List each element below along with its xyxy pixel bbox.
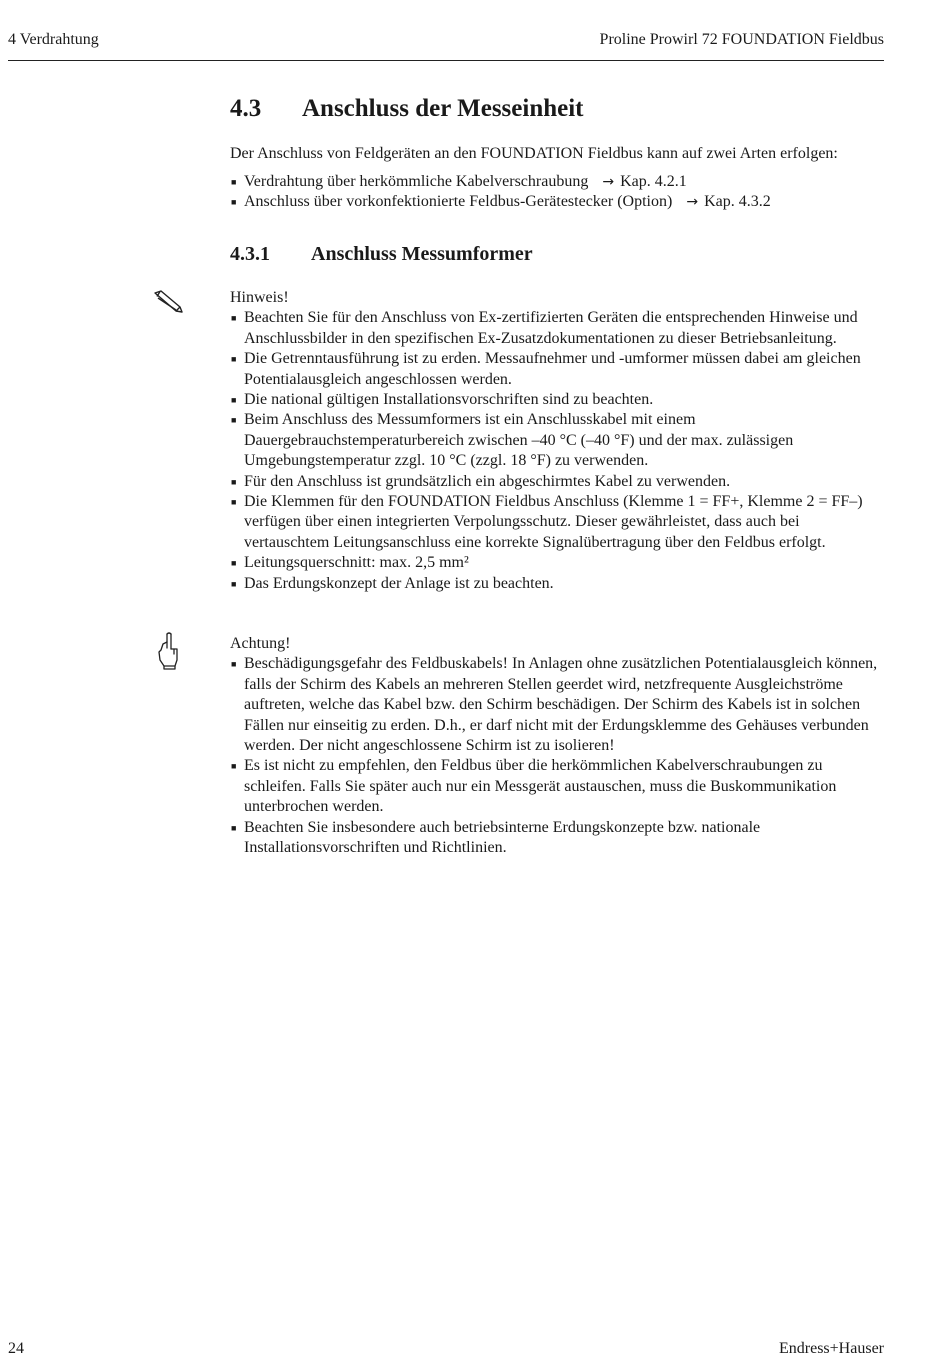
list-item: ■ Verdrahtung über herkömmliche Kabelverschraubung → Kap. 4.2.1 xyxy=(230,172,886,192)
subsection-number: 4.3.1 xyxy=(230,243,270,265)
list-item: ■ Es ist nicht zu empfehlen, den Feldbus über die herkömmlichen Kabelverschraubungen zu schleifen. Falls Sie später auch nur ein Messgerät austauschen, muss die Buskommunikation unterbrochen werden. xyxy=(230,756,886,817)
section-intro: Der Anschluss von Feldgeräten an den FOUNDATION Fieldbus kann auf zwei Arten erfolgen: xyxy=(230,145,838,162)
pencil-note-icon xyxy=(152,289,184,313)
list-item: ■ Beachten Sie für den Anschluss von Ex-zertifizierten Geräten die entsprechenden Hinweise und Anschlussbilder in den spezifischen Ex-Zusatzdokumentationen zu dieser Betriebsanleitung. xyxy=(230,308,886,349)
section-number: 4.3 xyxy=(230,95,262,122)
caution-title: Achtung! xyxy=(230,635,291,652)
pointing-hand-icon xyxy=(155,632,181,670)
list-item: ■ Für den Anschluss ist grundsätzlich ein abgeschirmtes Kabel zu verwenden. xyxy=(230,472,886,492)
page-header xyxy=(8,31,884,53)
section-title: Anschluss der Messeinheit xyxy=(302,95,584,122)
header-divider xyxy=(8,60,884,61)
section-heading xyxy=(230,95,584,123)
arrow-right-icon: → xyxy=(686,194,699,211)
list-item: ■ Die Klemmen für den FOUNDATION Fieldbus Anschluss (Klemme 1 = FF+, Klemme 2 = FF–) verfügen über einen integrierten Verpolungsschutz. Dieser gewährleistet, dass auch bei vertauschtem Leitungsanschluss eine korrekte Signalübertragung über den Feldbus erfolgt. xyxy=(230,492,886,553)
caution-block xyxy=(230,634,886,858)
list-item: ■ Leitungsquerschnitt: max. 2,5 mm² xyxy=(230,553,886,573)
list-item: ■ Das Erdungskonzept der Anlage ist zu beachten. xyxy=(230,574,886,594)
subsection-title: Anschluss Messumformer xyxy=(311,243,533,265)
note-block xyxy=(230,288,886,594)
page-number: 24 xyxy=(8,1340,24,1357)
list-item: ■ Die national gültigen Installationsvorschriften sind zu beachten. xyxy=(230,390,886,410)
list-item: ■ Anschluss über vorkonfektionierte Feldbus-Gerätestecker (Option) → Kap. 4.3.2 xyxy=(230,192,886,212)
note-title: Hinweis! xyxy=(230,289,289,306)
chapter-link[interactable]: Kap. 4.3.2 xyxy=(704,193,771,211)
header-document-title: Proline Prowirl 72 FOUNDATION Fieldbus xyxy=(599,31,884,48)
header-chapter: 4 Verdrahtung xyxy=(8,31,99,48)
list-item: ■ Die Getrenntausführung ist zu erden. Messaufnehmer und -umformer müssen dabei am gleichen Potentialausgleich angeschlossen werden. xyxy=(230,349,886,390)
brand-name: Endress+Hauser xyxy=(779,1340,884,1357)
list-item: ■ Beim Anschluss des Messumformers ist ein Anschlusskabel mit einem Dauergebrauchstemperaturbereich zwischen –40 °C (–40 °F) und der max. zulässigen Umgebungstemperatur zzgl. 10 °C (zzgl. 18 °F) zu verwenden. xyxy=(230,410,886,471)
subsection-heading xyxy=(230,243,533,266)
list-item: ■ Beschädigungsgefahr des Feldbuskabels! In Anlagen ohne zusätzlichen Potentialausgleich können, falls der Schirm des Kabels an mehreren Stellen geerdet wird, netzfrequente Ausgleichströme auftreten, welche das Kabel bzw. den Schirm beschädigen. Der Schirm des Kabels ist in solchen Fällen nur einseitig zu erden. D.h., er darf nicht mit der Erdungsklemme des Gehäuses verbunden werden. Der nicht angeschlossene Schirm ist zu isolieren! xyxy=(230,654,886,756)
chapter-link[interactable]: Kap. 4.2.1 xyxy=(620,173,687,190)
arrow-right-icon: → xyxy=(602,174,615,190)
list-item: ■ Beachten Sie insbesondere auch betriebsinterne Erdungskonzepte bzw. nationale Installationsvorschriften und Richtlinien. xyxy=(230,818,886,859)
connection-options xyxy=(230,172,886,213)
